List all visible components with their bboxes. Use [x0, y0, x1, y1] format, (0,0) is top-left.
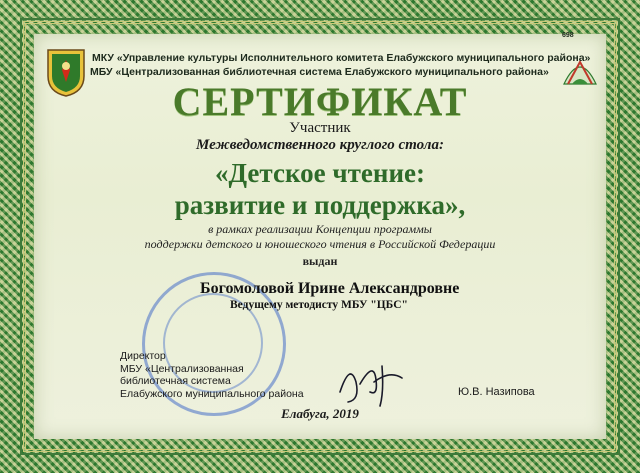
signature-line-4: Елабужского муниципального района [120, 387, 304, 400]
handwritten-signature [330, 352, 410, 412]
recipient-position: Ведущему методисту МБУ "ЦБС" [230, 299, 408, 311]
header-line-1: МКУ «Управление культуры Исполнительного комитета Елабужского муниципального района» [92, 52, 591, 64]
participant-label: Участник [289, 120, 351, 136]
place-date: Елабуга, 2019 [281, 406, 359, 421]
signature-line-2: МБУ «Централизованная [120, 362, 244, 375]
certificate-paper [34, 34, 606, 439]
header-line-2: МБУ «Централизованная библиотечная система Елабужского муниципального района» [90, 66, 549, 78]
program-line-1: в рамках реализации Концепции программы [208, 222, 432, 236]
recipient-name: Богомоловой Ирине Александровне [200, 280, 460, 297]
director-name: Ю.В. Назипова [458, 386, 535, 398]
certificate-title: СЕРТИФИКАТ [172, 79, 468, 124]
event-title-line-1: «Детское чтение: [215, 158, 425, 188]
event-type: Межведомственного круглого стола: [196, 137, 444, 153]
program-line-2: поддержки детского и юношеского чтения в Российской Федерации [144, 237, 496, 251]
signature-line-3: библиотечная система [120, 375, 231, 387]
signature-line-1: Директор [120, 350, 166, 362]
issued-label: выдан [302, 254, 338, 268]
event-title-line-2: развитие и поддержка», [174, 190, 466, 220]
corner-number: 698 [562, 32, 574, 39]
